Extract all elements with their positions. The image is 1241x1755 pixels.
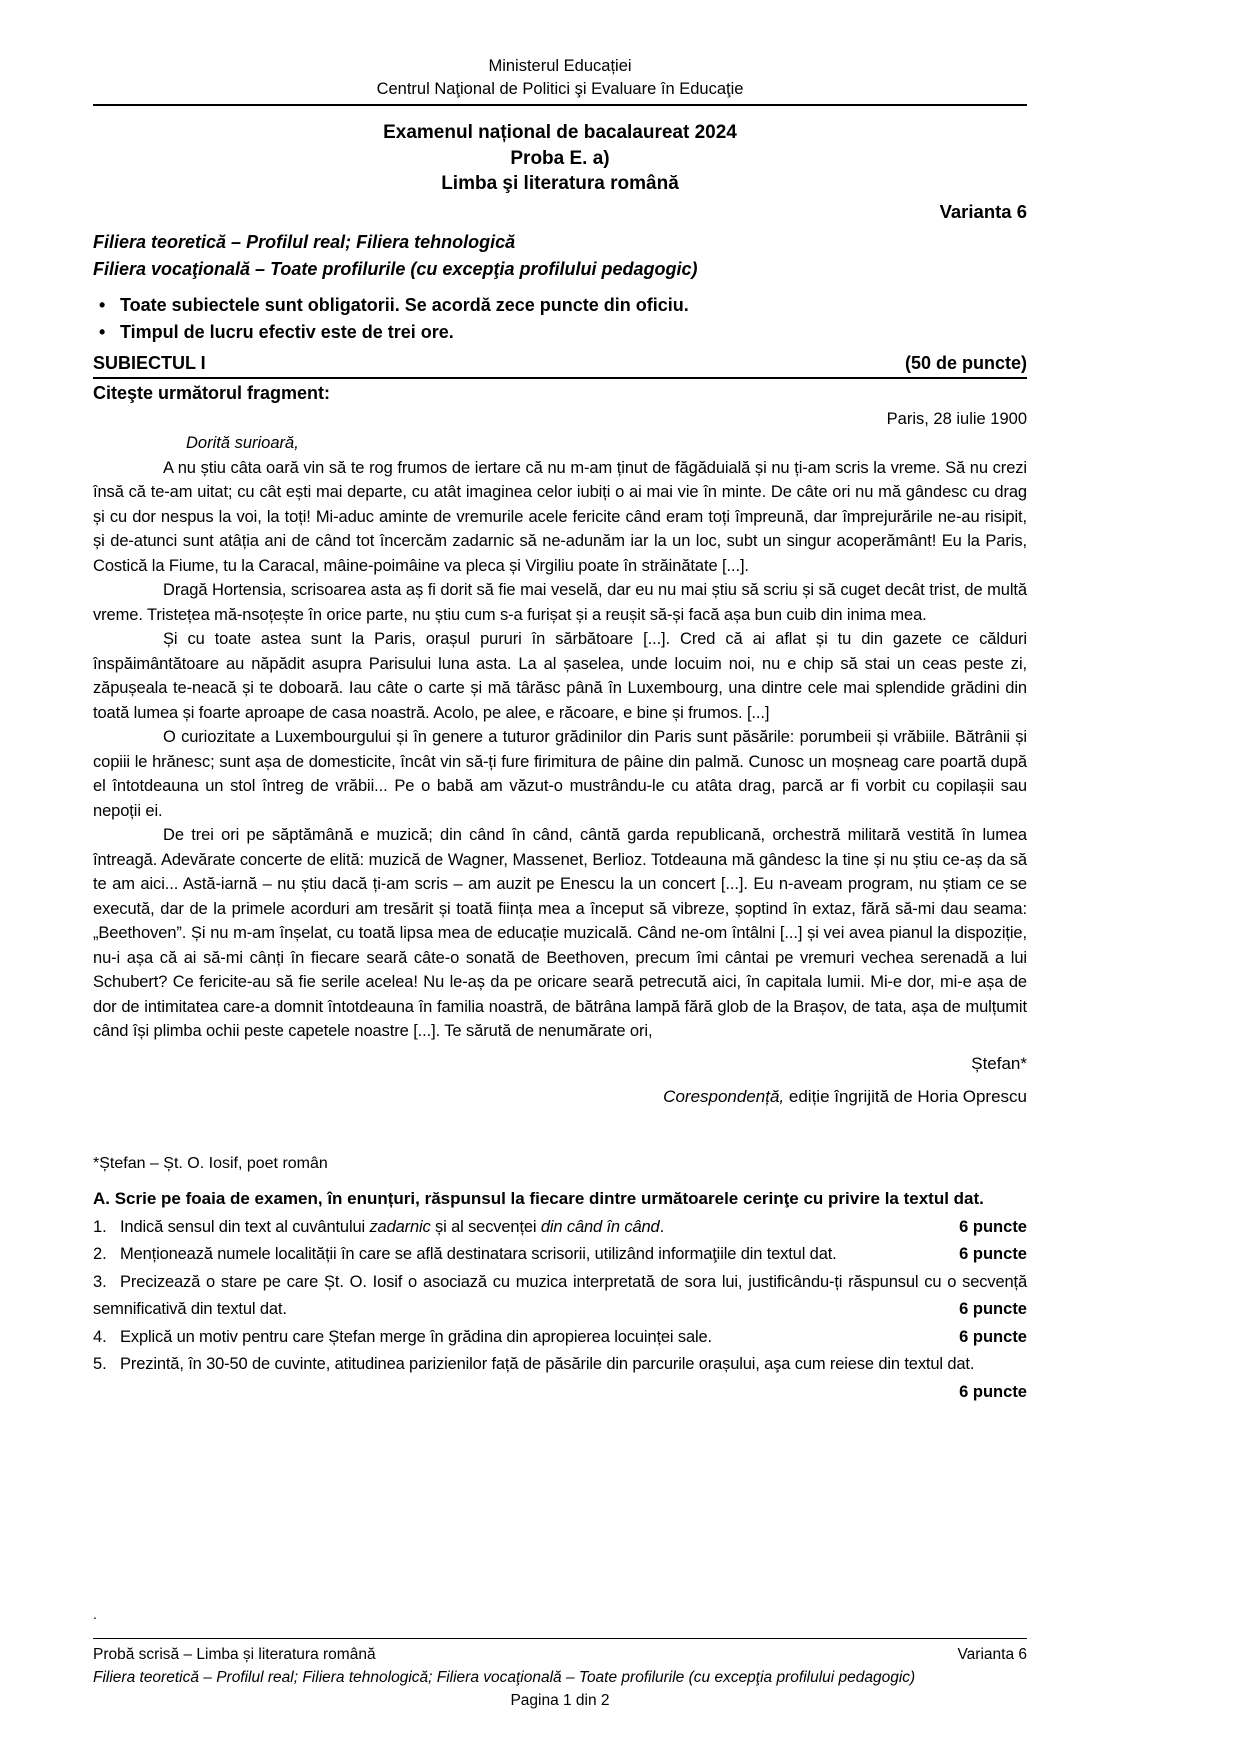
source-editor: ediție îngrijită de Horia Oprescu	[784, 1086, 1027, 1106]
filiera-line-1: Filiera teoretică – Profilul real; Filiera tehnologică	[93, 231, 516, 252]
question-number: 2.	[93, 1245, 107, 1263]
document-header	[93, 55, 1027, 106]
variant-label: Varianta 6	[939, 200, 1027, 222]
section-a-intro: A. Scrie pe foaia de examen, în enunțuri, răspunsul la fiecare dintre următoarele cerinţe cu privire la textul dat.	[93, 1188, 984, 1208]
footer-page-number: Pagina 1 din 2	[510, 1692, 610, 1709]
question-item	[93, 1269, 1027, 1324]
question-text: Precizează o stare pe care Șt. O. Iosif o asociază cu muzica interpretată de sora lui, justificându-ți răspunsul cu o secvență semnificativă din textul dat.	[93, 1272, 1027, 1318]
question-text: Menționează numele localității în care se află destinatara scrisorii, utilizând informaţiile din textul dat.	[120, 1245, 837, 1263]
question-points: 6 puncte	[959, 1327, 1027, 1346]
question-number: 1.	[93, 1217, 107, 1236]
subject-points: (50 de puncte)	[904, 352, 1027, 373]
question-text: Explică un motiv pentru care Ștefan merge în grădina din apropierea locuinței sale.	[120, 1327, 712, 1346]
source-title: Corespondență,	[663, 1086, 785, 1106]
source-line	[93, 1083, 1027, 1110]
letter-signature: Ștefan*	[971, 1053, 1027, 1073]
fragment-paragraphs	[93, 456, 1027, 1044]
title-block	[93, 120, 1027, 197]
question-text: Indică sensul din text al cuvântului zadarnic și al secvenței din când în când.	[120, 1217, 665, 1236]
question-number: 4.	[93, 1327, 107, 1346]
filiera-block	[93, 229, 1027, 284]
question-item	[93, 1241, 1027, 1269]
fragment-paragraph: O curiozitate a Luxembourgului și în genere a tuturor grădinilor din Paris sunt păsările: porumbeii și vrăbiile. Bătrânii și copiii le hrănesc; sunt așa de domesticite, încât vin să-ți fure firimitura de pâine din palmă. Cunosc un moșneag care poartă după el întotdeauna un stol întreg de vrăbii... Pe o babă am văzut-o mustrându-le cu atâta drag, parcă ar fi vorbit cu copilașii sau nepoții ei.	[93, 728, 1027, 820]
question-points: 6 puncte	[959, 1300, 1027, 1318]
footer-variant: Varianta 6	[957, 1646, 1027, 1663]
question-text: Prezintă, în 30-50 de cuvinte, atitudinea parizienilor față de păsările din parcurile orașului, aşa cum reiese din textul dat.	[120, 1355, 975, 1373]
exam-title: Examenul național de bacalaureat 2024	[383, 122, 737, 143]
center-name: Centrul Naţional de Politici şi Evaluare în Educaţie	[376, 80, 744, 98]
question-item	[93, 1324, 1027, 1352]
instruction-item: • Toate subiectele sunt obligatorii. Se acordă zece puncte din oficiu.	[93, 292, 1027, 320]
stray-dot: .	[93, 1606, 97, 1622]
question-item	[93, 1351, 1027, 1401]
fragment-paragraph: De trei ori pe săptămână e muzică; din când în când, cântă garda republicană, orchestră militară vestită în lumea întreagă. Adevărate concerte de elită: muzică de Wagner, Massenet, Berlioz. Totdeauna mă gândesc la tine și nu știu ce-aș da să te am aici... Astă-iarnă – nu știu dacă ți-am scris – am auzit pe Enescu la un concert [...]. Eu n-aveam program, nu știam ce se execută, dar de la primele acorduri am tresărit și toată ființa mea a început să vibreze, șoptind în extaz, fără să-mi dau seama: „Beethoven”. Și nu m-am înșelat, cu toată lipsa mea de educație muzicală. Când ne-om întâlni [...] și vei avea pianul la dispoziție, nu-i așa că ai să-mi cânți în fiecare seară câte-o sonată de Beethoven, precum îmi cântai pe vremuri vechea serenadă a lui Schubert? Ce fericite-au să fie serile acelea! Nu le-aș da pe oricare seară petrecută aici, în capitala lumii. Mi-e dor, mi-e așa de dor de intimitatea care-a domnit întotdeauna în familia noastră, de bătrâna lampă fără glob de la Brașov, de tata, așa de mulțumit când își plimba ochii peste capetele noastre [...]. Te sărută de nenumărate ori,	[93, 826, 1027, 1040]
fragment-paragraph: Dragă Hortensia, scrisoarea asta aș fi dorit să fie mai veselă, dar eu nu mai știu să scriu și să cuget decât trist, de multă vreme. Tristețea mă-nsoțește în orice parte, nu știu cum s-a furișat și a reușit să-și facă așa bun cuib din inima mea.	[93, 581, 1027, 624]
question-points: 6 puncte	[959, 1217, 1027, 1236]
instruction-item: • Timpul de lucru efectiv este de trei ore.	[93, 319, 1027, 347]
subject-row	[93, 351, 1027, 379]
exam-discipline: Limba şi literatura română	[441, 173, 679, 194]
document-footer	[93, 1638, 1027, 1712]
question-item	[93, 1214, 1027, 1242]
exam-proba: Proba E. a)	[510, 147, 610, 169]
question-points: 6 puncte	[959, 1382, 1027, 1401]
question-points: 6 puncte	[959, 1245, 1027, 1263]
filiera-line-2: Filiera vocaţională – Toate profilurile (cu excepţia profilului pedagogic)	[93, 259, 698, 279]
question-number: 5.	[93, 1355, 107, 1373]
footer-exam-name: Probă scrisă – Limba și literatura română	[93, 1646, 376, 1663]
footer-filiera: Filiera teoretică – Profilul real; Filiera tehnologică; Filiera vocaţională – Toate profilurile (cu excepţia profilului pedagogic)	[93, 1669, 916, 1686]
subject-label: SUBIECTUL I	[93, 352, 206, 373]
footnote: *Ștefan – Șt. O. Iosif, poet român	[93, 1154, 328, 1172]
question-list	[93, 1214, 1027, 1401]
footer-row	[93, 1643, 1027, 1666]
letter-dateline: Paris, 28 iulie 1900	[886, 409, 1027, 428]
question-number: 3.	[93, 1272, 107, 1291]
fragment-paragraph: A nu știu câta oară vin să te rog frumos de iertare că nu m-am ținut de făgăduială și nu ți-am scris la vreme. Să nu crezi însă că te-am uitat; cu cât ești mai departe, cu atât imaginea celor iubiți o ai mai vie în minte. De câte ori nu mă gândesc cu drag și cu dor nespus la voi, la toți! Mi-aduc aminte de vremurile acele fericite când eram toți împreună, dar împrejurările ne-au risipit, și de-atunci sunt atâția ani de când tot încercăm zadarnic să ne-adunăm iar la un loc, subt un singur acoperământ! Eu la Paris, Costică la Fiume, tu la Caracal, mâine-poimâine va pleca și Virgiliu poate în străinătate [...].	[93, 458, 1027, 575]
instructions-list	[93, 292, 1027, 347]
ministry-name: Ministerul Educației	[488, 57, 632, 75]
letter-salutation: Dorită surioară,	[186, 434, 299, 452]
fragment-paragraph: Și cu toate astea sunt la Paris, orașul pururi în sărbătoare [...]. Cred că ai aflat și tu din gazete ce călduri înspăimântătoare au năpădit asupra Parisului luna asta. La al șaselea, unde locuim noi, nu e chip să stai un ceas peste zi, zăpușeala te-neacă și te doboară. Iau câte o carte și mă târăsc până în Luxembourg, una dintre cele mai splendide grădini din toată lumea și foarte aproape de casa noastră. Acolo, pe alee, e răcoare, e bine și frumos. [...]	[93, 630, 1027, 722]
read-instruction: Citeşte următorul fragment:	[93, 382, 331, 403]
